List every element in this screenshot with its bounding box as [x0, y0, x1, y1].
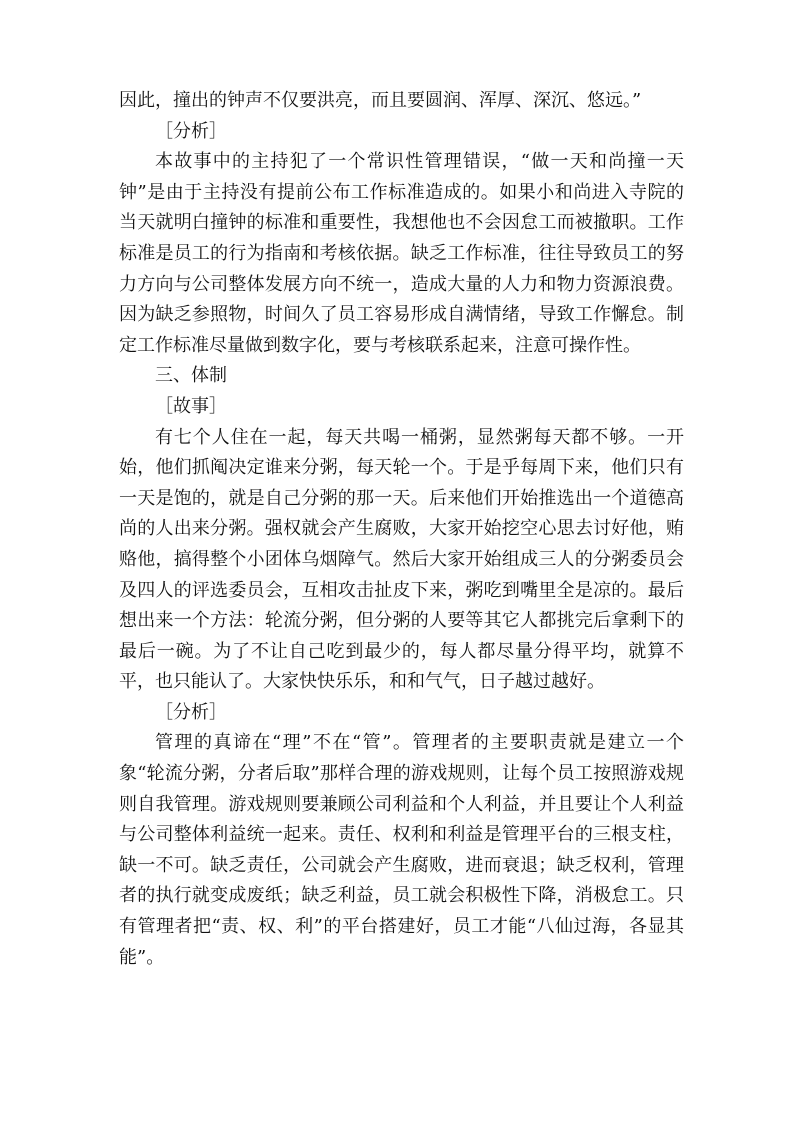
analysis-paragraph-2: 管理的真谛在“理”不在“管”。管理者的主要职责就是建立一个象“轮流分粥，分者后取”那样合理的游戏规则，让每个员工按照游戏规则自我管理。游戏规则要兼顾公司利益和个人利益，并且要让个人利益与公司整体利益统一起来。责任、权利和利益是管理平台的三根支柱，缺一不可。缺乏责任，公司就会产生腐败，进而衰退；缺乏权利，管理者的执行就变成废纸；缺乏利益，员工就会积极性下降，消极怠工。只有管理者把“责、权、利”的平台搭建好，员工才能“八仙过海，各显其能”。 — [119, 732, 684, 968]
analysis-label-2: ［分析］ — [155, 701, 227, 723]
story-paragraph: 有七个人住在一起，每天共喝一桶粥，显然粥每天都不够。一开始，他们抓阄决定谁来分粥，每天轮一个。于是乎每周下来，他们只有一天是饱的，就是自己分粥的那一天。后来他们开始推选出一个道德高尚的人出来分粥。强权就会产生腐败，大家开始挖空心思去讨好他，贿赂他，搞得整个小团体乌烟障气。然后大家开始组成三人的分粥委员会及四人的评选委员会，互相攻击扯皮下来，粥吃到嘴里全是凉的。最后想出来一个方法：轮流分粥，但分粥的人要等其它人都挑完后拿剩下的最后一碗。为了不让自己吃到最少的，每人都尽量分得平均，就算不平，也只能认了。大家快快乐乐，和和气气，日子越过越好。 — [119, 426, 684, 693]
section-heading-system: 三、体制 — [155, 365, 227, 387]
analysis-label-1: ［分析］ — [155, 120, 227, 142]
story-label: ［故事］ — [155, 395, 227, 417]
document-page — [119, 86, 684, 973]
intro-closing-paragraph: 因此，撞出的钟声不仅要洪亮，而且要圆润、浑厚、深沉、悠远。” — [119, 90, 642, 111]
analysis-paragraph-1: 本故事中的主持犯了一个常识性管理错误，“做一天和尚撞一天钟”是由于主持没有提前公布工作标准造成的。如果小和尚进入寺院的当天就明白撞钟的标准和重要性，我想他也不会因怠工而被撤职。工作标准是员工的行为指南和考核依据。缺乏工作标准，往往导致员工的努力方向与公司整体发展方向不统一，造成大量的人力和物力资源浪费。因为缺乏参照物，时间久了员工容易形成自满情绪，导致工作懈怠。制定工作标准尽量做到数字化，要与考核联系起来，注意可操作性。 — [119, 151, 684, 356]
